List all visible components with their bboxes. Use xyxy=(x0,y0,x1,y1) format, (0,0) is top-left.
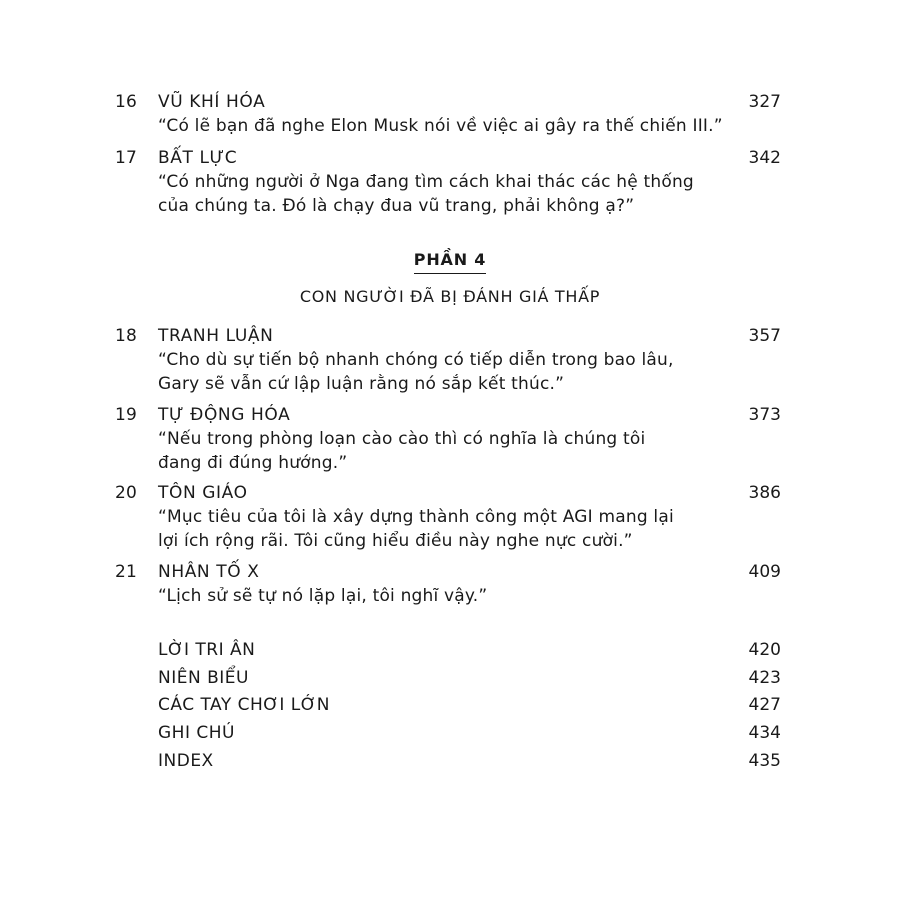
chapter-epigraph xyxy=(158,348,788,396)
epigraph-line: “Lịch sử sẽ tự nó lặp lại, tôi nghĩ vậy.” xyxy=(158,586,488,606)
epigraph-line: của chúng ta. Đó là chạy đua vũ trang, phải không ạ?” xyxy=(158,196,635,216)
chapter-title: VŨ KHÍ HÓA xyxy=(158,92,266,112)
chapter-page-number: 327 xyxy=(748,92,781,112)
chapter-title: TRANH LUẬN xyxy=(158,326,274,346)
chapter-title: NHÂN TỐ X xyxy=(158,562,260,582)
epigraph-line: “Mục tiêu của tôi là xây dựng thành công một AGI mang lại xyxy=(158,507,674,527)
chapter-page-number: 357 xyxy=(748,326,781,346)
epigraph-line: “Cho dù sự tiến bộ nhanh chóng có tiếp diễn trong bao lâu, xyxy=(158,350,674,370)
chapter-number: 18 xyxy=(115,326,138,346)
epigraph-line: Gary sẽ vẫn cứ lập luận rằng nó sắp kết thúc.” xyxy=(158,374,565,394)
chapter-page-number: 386 xyxy=(748,483,781,503)
epigraph-line: đang đi đúng hướng.” xyxy=(158,453,348,473)
chapter-epigraph xyxy=(158,114,788,138)
part-heading xyxy=(0,248,900,274)
epigraph-line: “Có những người ở Nga đang tìm cách khai thác các hệ thống xyxy=(158,172,694,192)
back-matter-title: GHI CHÚ xyxy=(158,723,235,743)
part-heading-text: PHẦN 4 xyxy=(414,248,486,274)
back-matter-page-number: 420 xyxy=(748,640,781,660)
back-matter-title: LỜI TRI ÂN xyxy=(158,640,256,660)
chapter-number: 17 xyxy=(115,148,138,168)
back-matter-page-number: 434 xyxy=(748,723,781,743)
chapter-number: 16 xyxy=(115,92,138,112)
back-matter-title: NIÊN BIỂU xyxy=(158,668,249,688)
chapter-epigraph xyxy=(158,427,788,475)
chapter-epigraph xyxy=(158,584,788,608)
back-matter-title: INDEX xyxy=(158,751,214,771)
chapter-page-number: 409 xyxy=(748,562,781,582)
epigraph-line: “Có lẽ bạn đã nghe Elon Musk nói về việc ai gây ra thế chiến III.” xyxy=(158,116,723,136)
chapter-epigraph xyxy=(158,170,788,218)
back-matter-page-number: 427 xyxy=(748,695,781,715)
part-subtitle: CON NGƯỜI ĐÃ BỊ ĐÁNH GIÁ THẤP xyxy=(299,287,601,306)
chapter-title: BẤT LỰC xyxy=(158,148,238,168)
chapter-page-number: 373 xyxy=(748,405,781,425)
chapter-number: 19 xyxy=(115,405,138,425)
back-matter-page-number: 435 xyxy=(748,751,781,771)
chapter-page-number: 342 xyxy=(748,148,781,168)
epigraph-line: lợi ích rộng rãi. Tôi cũng hiểu điều này nghe nực cười.” xyxy=(158,531,633,551)
back-matter-page-number: 423 xyxy=(748,668,781,688)
chapter-number: 21 xyxy=(115,562,138,582)
chapter-epigraph xyxy=(158,505,788,553)
epigraph-line: “Nếu trong phòng loạn cào cào thì có nghĩa là chúng tôi xyxy=(158,429,646,449)
chapter-number: 20 xyxy=(115,483,138,503)
chapter-title: TỰ ĐỘNG HÓA xyxy=(158,405,291,425)
chapter-title: TÔN GIÁO xyxy=(158,483,248,503)
back-matter-title: CÁC TAY CHƠI LỚN xyxy=(158,695,330,715)
